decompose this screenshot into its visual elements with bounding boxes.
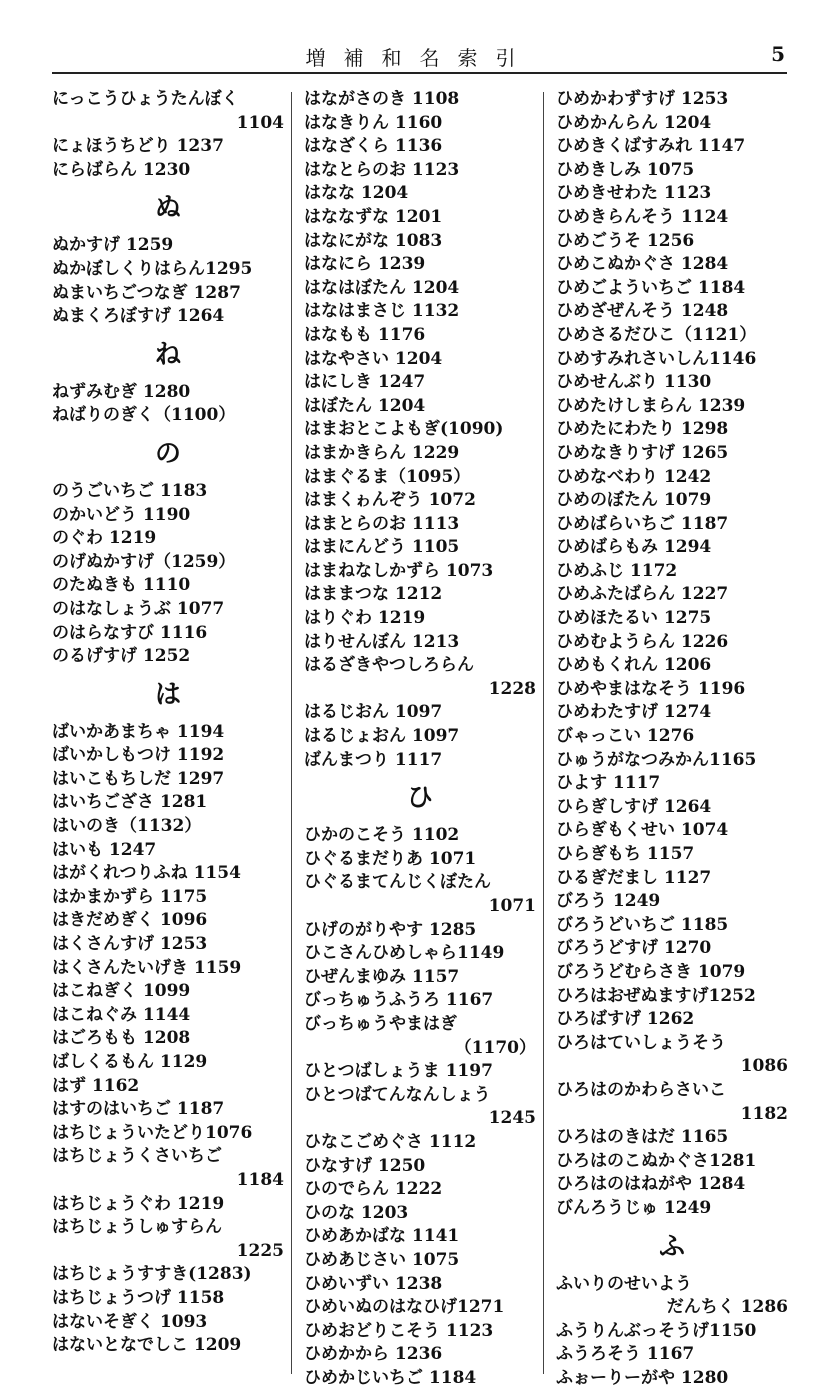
index-entry: ひかのこそう 1102 bbox=[304, 825, 460, 846]
index-entry: ひめごよういちご 1184 bbox=[556, 277, 746, 298]
index-entry: びんろうじゅ 1249 bbox=[556, 1197, 712, 1218]
index-entry: ぬかすげ 1259 bbox=[52, 235, 174, 256]
index-entry: はいこもちしだ 1297 bbox=[52, 768, 225, 789]
page-header bbox=[52, 38, 787, 74]
index-entry-continuation: 1104 bbox=[236, 112, 284, 133]
index-entry: はぼたん 1204 bbox=[304, 395, 426, 416]
index-entry: ひろはのこぬかぐさ1281 bbox=[556, 1150, 757, 1171]
index-entry: ひろはのきはだ 1165 bbox=[556, 1127, 729, 1148]
index-entry: はすのはいちご 1187 bbox=[52, 1099, 225, 1120]
index-entry: びっちゅうふうろ 1167 bbox=[304, 990, 494, 1011]
index-entry: ひらぎしすげ 1264 bbox=[556, 796, 712, 817]
index-entry: ひなすげ 1250 bbox=[304, 1155, 426, 1176]
index-entry: ひめふじ 1172 bbox=[556, 560, 678, 581]
index-entry: はなな 1204 bbox=[304, 183, 409, 204]
index-entry: ひらぎもち 1157 bbox=[556, 844, 695, 864]
index-entry: ひゅうがなつみかん1165 bbox=[556, 749, 757, 770]
index-entry: ひめなきりすげ 1265 bbox=[556, 442, 729, 463]
index-entry: びろう 1249 bbox=[556, 891, 661, 912]
page-title: 増補和名索引 bbox=[305, 46, 534, 70]
index-entry: ふいりのせいよう bbox=[556, 1273, 692, 1294]
index-entry: はかまかずら 1175 bbox=[52, 886, 208, 907]
index-entry: ひめなべわり 1242 bbox=[556, 466, 712, 487]
index-entry: ひめかわずすげ 1253 bbox=[556, 89, 729, 109]
index-entry: ひこさんひめしゃら1149 bbox=[304, 943, 505, 964]
index-entry: のたぬきも 1110 bbox=[52, 575, 191, 596]
index-entry: はまとらのお 1113 bbox=[304, 513, 460, 534]
index-entry: ひめばらいちご 1187 bbox=[556, 513, 729, 534]
index-entry: びろうどいちご 1185 bbox=[556, 914, 729, 935]
index-entry-continuation: 1071 bbox=[488, 896, 536, 916]
index-entry: はがくれつりふね 1154 bbox=[52, 863, 241, 884]
index-entry: ひめごうそ 1256 bbox=[556, 230, 695, 251]
index-entry: はちじょうぐわ 1219 bbox=[52, 1193, 225, 1214]
index-entry: ばいかしもつけ 1192 bbox=[52, 745, 225, 766]
index-entry: ひろはおぜぬますげ1252 bbox=[556, 985, 756, 1006]
index-entry: はちじょうつげ 1158 bbox=[52, 1287, 225, 1308]
index-entry: はるじょおん 1097 bbox=[304, 726, 460, 747]
index-entry: ひろはのはねがや 1284 bbox=[556, 1174, 746, 1195]
index-entry: ふうりんぶっそうげ1150 bbox=[556, 1320, 757, 1341]
index-entry: はいちござさ 1281 bbox=[52, 792, 208, 813]
index-entry: はりぐわ 1219 bbox=[304, 608, 426, 629]
index-entry: はにしき 1247 bbox=[304, 372, 426, 393]
index-entry: ひめいずい 1238 bbox=[304, 1273, 443, 1294]
index-entry: はなはまさじ 1132 bbox=[304, 301, 460, 322]
index-entry: はまにんどう 1105 bbox=[304, 537, 460, 558]
index-entry: ひとつばてんなんしょう bbox=[304, 1084, 491, 1105]
index-entry: はながさのき 1108 bbox=[304, 89, 460, 109]
index-entry: ふうろそう 1167 bbox=[556, 1344, 695, 1365]
index-entry-continuation: 1228 bbox=[488, 678, 536, 699]
index-entry-continuation: 1245 bbox=[488, 1108, 536, 1129]
index-entry: ひげのがりやす 1285 bbox=[304, 919, 477, 940]
index-column-2 bbox=[304, 88, 536, 1390]
index-entry: はなにら 1239 bbox=[304, 254, 426, 275]
index-entry: はちじょうしゅすらん bbox=[52, 1217, 222, 1238]
index-entry: はなはぼたん 1204 bbox=[304, 277, 460, 298]
index-entry: ひめやまはなそう 1196 bbox=[556, 678, 746, 699]
index-entry-continuation: 1086 bbox=[740, 1056, 788, 1077]
index-entry: ひめきくばすみれ 1147 bbox=[556, 136, 746, 157]
index-entry: ひめあかばな 1141 bbox=[304, 1226, 460, 1247]
index-entry: ひめこぬかぐさ 1284 bbox=[556, 254, 729, 275]
index-entry: ひめさるだひこ（1121） bbox=[556, 324, 757, 345]
index-entry: はこねぐみ 1144 bbox=[52, 1004, 191, 1025]
index-entry: ぬかぼしくりはらん1295 bbox=[52, 258, 253, 279]
index-entry: のげぬかすげ（1259） bbox=[52, 551, 236, 572]
page-number: 5 bbox=[771, 42, 785, 66]
index-entry: ひめわたすげ 1274 bbox=[556, 702, 712, 723]
index-entry: ばんまつり 1117 bbox=[304, 749, 443, 770]
index-entry: ひめばらもみ 1294 bbox=[556, 537, 712, 558]
index-entry: はまかきらん 1229 bbox=[304, 442, 460, 463]
section-heading: の bbox=[154, 438, 181, 469]
index-entry: びっちゅうやまはぎ bbox=[304, 1013, 457, 1034]
index-entry: のかいどう 1190 bbox=[52, 504, 191, 525]
index-entry: ふぉーりーがや 1280 bbox=[556, 1367, 729, 1388]
index-column-3 bbox=[556, 88, 788, 1390]
index-entry: のはらなすび 1116 bbox=[52, 622, 208, 643]
index-entry-continuation: 1182 bbox=[740, 1103, 788, 1124]
index-entry: ひめもくれん 1206 bbox=[556, 655, 712, 676]
index-entry: ひめきらんそう 1124 bbox=[556, 206, 729, 227]
index-entry: ひめのぼたん 1079 bbox=[556, 490, 712, 511]
index-entry: ひめいぬのはなひげ1271 bbox=[304, 1297, 505, 1318]
index-entry: ひよす 1117 bbox=[556, 773, 661, 794]
index-entry: のぐわ 1219 bbox=[52, 528, 157, 549]
index-entry: はないそぎく 1093 bbox=[52, 1311, 208, 1332]
index-entry: のはなしょうぶ 1077 bbox=[52, 598, 225, 619]
index-entry: ひめかから 1236 bbox=[304, 1344, 443, 1365]
section-heading: ね bbox=[154, 339, 181, 370]
section-heading: ひ bbox=[406, 783, 433, 814]
index-column-1 bbox=[52, 88, 284, 1358]
index-entry: のうごいちご 1183 bbox=[52, 480, 208, 501]
index-entry: はきだめぎく 1096 bbox=[52, 910, 208, 931]
index-entry: ひのな 1203 bbox=[304, 1202, 409, 1223]
index-entry: はちじょうすすき(1283) bbox=[52, 1264, 252, 1285]
index-entry: ひめあじさい 1075 bbox=[304, 1249, 460, 1270]
index-entry: はなとらのお 1123 bbox=[304, 159, 460, 180]
index-entry: ひらぎもくせい 1074 bbox=[556, 820, 729, 841]
index-entry: ばしくるもん 1129 bbox=[52, 1052, 208, 1072]
index-entry: ねずみむぎ 1280 bbox=[52, 381, 191, 402]
index-entry: はなやさい 1204 bbox=[304, 348, 443, 369]
index-entry: ひろばすげ 1262 bbox=[556, 1009, 695, 1030]
index-entry: はなきりん 1160 bbox=[304, 112, 443, 133]
index-entry-continuation: （1170） bbox=[454, 1037, 536, 1058]
index-entry: はちじょうくさいちご bbox=[52, 1146, 222, 1167]
index-entry: ねばりのぎく（1100） bbox=[52, 405, 236, 426]
index-entry: はこねぎく 1099 bbox=[52, 981, 191, 1002]
index-entry: ばいかあまちゃ 1194 bbox=[52, 721, 225, 742]
index-entry: びゃっこい 1276 bbox=[556, 726, 695, 747]
index-entry: びろうどむらさき 1079 bbox=[556, 961, 746, 982]
index-entry: はまくゎんぞう 1072 bbox=[304, 490, 476, 511]
index-entry: はくさんたいげき 1159 bbox=[52, 957, 242, 978]
index-entry: にょほうちどり 1237 bbox=[52, 136, 224, 157]
index-entry: ひめふたばらん 1227 bbox=[556, 584, 729, 605]
index-entry: にらばらん 1230 bbox=[52, 159, 191, 180]
index-entry: ひのでらん 1222 bbox=[304, 1179, 443, 1200]
column-divider bbox=[543, 92, 544, 1374]
index-entry: ひめすみれさいしん1146 bbox=[556, 348, 757, 369]
index-entry: ひとつばしょうま 1197 bbox=[304, 1061, 493, 1082]
index-entry: はいも 1247 bbox=[52, 839, 157, 860]
index-entry: はごろもも 1208 bbox=[52, 1028, 191, 1049]
index-entry: はくさんすげ 1253 bbox=[52, 934, 208, 955]
index-entry-continuation: 1225 bbox=[236, 1240, 284, 1261]
index-entry: はいのき（1132） bbox=[52, 816, 202, 837]
index-entry: ひろはのかわらさいこ bbox=[556, 1079, 726, 1100]
index-entry: ひぐるまてんじくぼたん bbox=[304, 872, 491, 893]
index-entry: はなにがな 1083 bbox=[304, 230, 443, 251]
index-entry: ひぐるまだりあ 1071 bbox=[304, 848, 477, 869]
index-entry: ひめたけしまらん 1239 bbox=[556, 395, 746, 416]
index-entry: はまねなしかずら 1073 bbox=[304, 560, 494, 581]
column-divider bbox=[291, 92, 292, 1374]
index-entry: ひめむようらん 1226 bbox=[556, 631, 729, 652]
index-entry: ひなこごめぐさ 1112 bbox=[304, 1131, 477, 1152]
index-entry: はず 1162 bbox=[52, 1075, 140, 1096]
index-entry: ひめかじいちご 1184 bbox=[304, 1367, 477, 1388]
index-entry-continuation: 1184 bbox=[236, 1169, 284, 1190]
index-entry: はまおとこよもぎ(1090) bbox=[304, 419, 504, 440]
section-heading: ぬ bbox=[154, 193, 181, 224]
index-entry: ひめほたるい 1275 bbox=[556, 608, 712, 629]
index-entry: ひめせんぶり 1130 bbox=[556, 372, 712, 393]
section-heading: は bbox=[154, 679, 181, 710]
index-entry: ひめきせわた 1123 bbox=[556, 183, 712, 204]
index-entry: はちじょういたどり1076 bbox=[52, 1122, 253, 1143]
index-entry: はままつな 1212 bbox=[304, 584, 443, 605]
index-entry: ひぜんまゆみ 1157 bbox=[304, 966, 460, 987]
header-rule bbox=[52, 72, 787, 74]
index-entry: ぬまくろぼすげ 1264 bbox=[52, 306, 225, 327]
index-entry: ひろはていしょうそう bbox=[556, 1032, 726, 1053]
index-entry: はなざくら 1136 bbox=[304, 136, 443, 157]
index-entry: のるげすげ 1252 bbox=[52, 646, 191, 667]
index-entry: にっこうひょうたんぼく bbox=[52, 89, 239, 109]
index-entry: はるざきやつしろらん bbox=[304, 655, 474, 676]
index-entry: ひめざぜんそう 1248 bbox=[556, 301, 729, 322]
index-entry: ぬまいちごつなぎ 1287 bbox=[52, 282, 241, 303]
index-entry: はなもも 1176 bbox=[304, 324, 426, 345]
index-entry: ひるぎだまし 1127 bbox=[556, 867, 712, 888]
index-entry: はりせんぼん 1213 bbox=[304, 631, 460, 652]
index-entry: はないとなでしこ 1209 bbox=[52, 1335, 242, 1356]
index-entry-continuation: だんちく 1286 bbox=[666, 1297, 788, 1318]
index-entry: はまぐるま（1095） bbox=[304, 466, 471, 487]
index-entry: はるじおん 1097 bbox=[304, 702, 443, 723]
index-entry: ひめおどりこそう 1123 bbox=[304, 1320, 494, 1341]
index-entry: ひめきしみ 1075 bbox=[556, 159, 695, 180]
index-entry: ひめたにわたり 1298 bbox=[556, 419, 729, 440]
section-heading: ふ bbox=[658, 1231, 685, 1262]
index-entry: びろうどすげ 1270 bbox=[556, 938, 712, 959]
index-entry: ひめかんらん 1204 bbox=[556, 112, 712, 133]
index-entry: はななずな 1201 bbox=[304, 206, 443, 227]
